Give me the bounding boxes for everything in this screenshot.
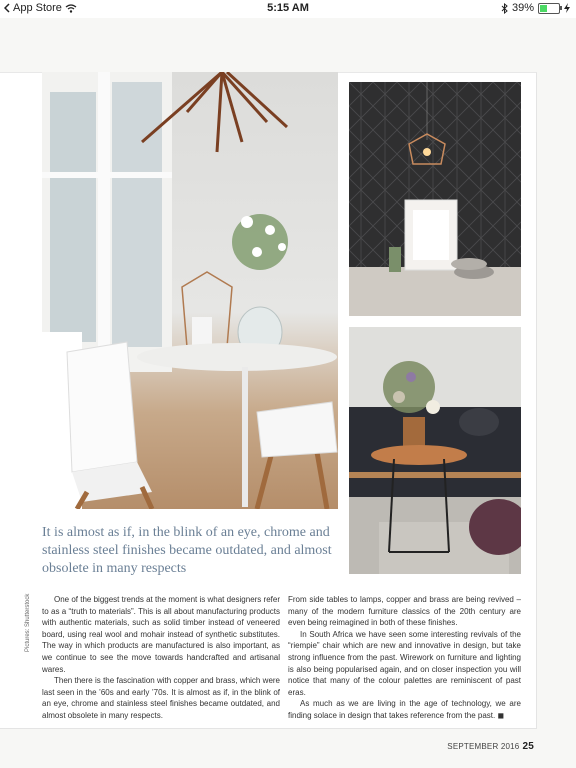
clock: 5:15 AM <box>267 2 309 14</box>
paragraph: One of the biggest trends at the moment is what designers refer to as a “truth to materials”. This is all about manufacturing products with authentic materials, such as solid timber instead of veneered board, using real wool and mohair instead of synthetic substitutes. The way in which products are manufactured is also important, as we continue to see the move towards handcrafted and artisanal wares. <box>42 595 280 674</box>
copper-pendant-photo <box>349 82 521 316</box>
living-room-photo <box>349 327 521 574</box>
dining-room-photo <box>42 72 338 509</box>
article-column-2 <box>288 594 521 722</box>
bluetooth-icon <box>501 3 508 14</box>
page-number: 25 <box>522 741 534 752</box>
paragraph: As much as we are living in the age of technology, we are finding solace in design that takes reference from the past. ◼ <box>288 699 521 720</box>
article-column-1 <box>42 594 280 722</box>
battery-icon <box>538 3 560 14</box>
battery-percent: 39% <box>511 2 534 14</box>
issue-date: SEPTEMBER 2016 <box>447 742 520 751</box>
charging-bolt-icon <box>564 3 570 13</box>
paragraph: In South Africa we have seen some interesting revivals of the “riempie” chair which are new and innovative in design, but take strong influence from the past. Wirework on furniture and lighting is also being popularised again, and on closer inspection you will notice that many of the colour palettes are reminiscent of past eras. <box>288 629 521 697</box>
paragraph: From side tables to lamps, copper and brass are being revived – many of the modern furniture classics of the 20th century are even being reimagined in both of these finishes. <box>288 595 521 628</box>
back-app-label: App Store <box>13 2 62 14</box>
page-footer <box>447 741 534 752</box>
paragraph: Then there is the fascination with copper and brass, which were last seen in the ’60s and early ’70s. It is almost as if, in the blink of an eye, chrome and stainless steel finishes became outdated, and almost obsolete in many respects. <box>42 676 280 720</box>
photo-credit: Pictures: Shutterstock <box>25 593 31 652</box>
status-bar <box>0 0 576 18</box>
pull-quote: It is almost as if, in the blink of an eye, chrome and stainless steel finishes became outdated, and almost obsolete in many respects <box>42 525 332 576</box>
